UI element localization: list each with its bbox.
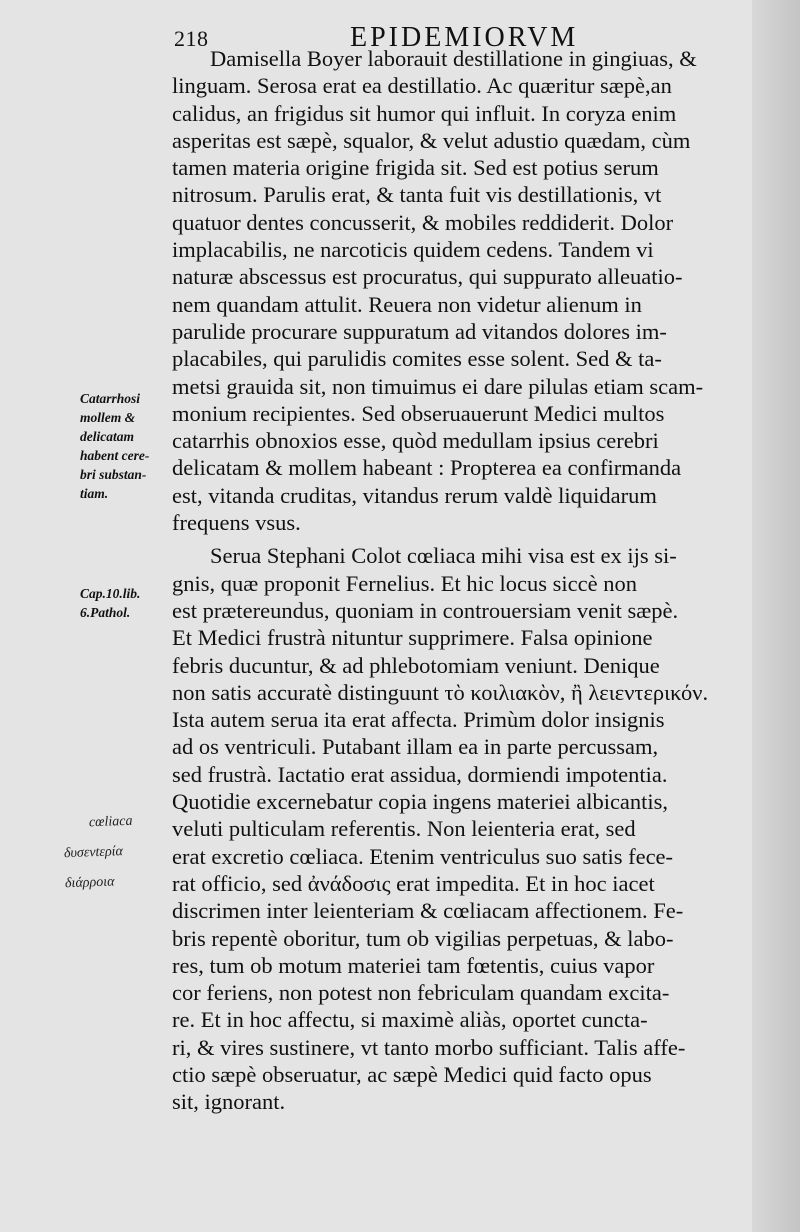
- text-line: Quotidie excernebatur copia ingens materiei albicantis,: [172, 789, 669, 815]
- text-line: delicatam & mollem habeant : Propterea ea confirmanda: [172, 455, 682, 481]
- text-line: tamen materia origine frigida sit. Sed est potius serum: [172, 155, 659, 181]
- text-line: ctio sæpè obseruatur, ac sæpè Medici quid facto opus: [172, 1061, 652, 1087]
- text-line: placabiles, qui parulidis comites esse solent. Sed & ta-: [172, 346, 662, 372]
- text-line: non satis accuratè distinguunt τὸ κοιλιακὸν, ἢ λειεντερικόν.: [172, 679, 709, 705]
- paragraph-boyer: [172, 45, 754, 536]
- text-line: Damisella Boyer laborauit destillatione in gingiuas, &: [210, 46, 697, 71]
- text-line: ad os ventriculi. Putabant illam ea in parte percussam,: [172, 734, 659, 760]
- text-line: bris repentè oboritur, tum ob vigilias perpetuas, & labo-: [172, 925, 674, 951]
- text-line: parulide procurare suppuratum ad vitandos dolores im-: [172, 318, 667, 344]
- handwritten-annotation: cœliaca δυσενtερία διάρροια: [63, 813, 133, 892]
- text-line: est, vitanda cruditas, vitandus rerum valdè liquidarum: [172, 482, 657, 508]
- text-line: nem quandam attulit. Reuera non videtur alienum in: [172, 291, 642, 317]
- text-line: Serua Stephani Colot cœliaca mihi visa est ex ijs si-: [210, 543, 677, 569]
- text-line: gnis, quæ proponit Fernelius. Et hic locus siccè non: [172, 570, 637, 596]
- text-line: febris ducuntur, & ad phlebotomiam veniunt. Denique: [172, 652, 660, 678]
- text-line: est prætereundus, quoniam in controuersiam venit sæpè.: [172, 597, 679, 623]
- page-gutter: [752, 0, 800, 1232]
- text-line: nitrosum. Parulis erat, & tanta fuit vis destillationis, vt: [172, 182, 662, 208]
- text-line: frequens vsus.: [172, 510, 301, 536]
- text-line: calidus, an frigidus sit humor qui influit. In coryza enim: [172, 100, 677, 126]
- text-line: catarrhis obnoxios esse, quòd medullam ipsius cerebri: [172, 428, 659, 454]
- text-line: asperitas est sæpè, squalor, & velut adustio quædam, cùm: [172, 127, 691, 153]
- text-line: sed frustrà. Iactatio erat assidua, dormiendi impotentia.: [172, 761, 668, 787]
- running-head: EPIDEMIORVM: [350, 22, 579, 53]
- text-line: discrimen inter leienteriam & cœliacam affectionem. Fe-: [172, 898, 684, 924]
- text-line: erat excretio cœliaca. Etenim ventriculus suo satis fece-: [172, 843, 674, 869]
- text-line: monium recipientes. Sed obseruauerunt Medici multos: [172, 400, 665, 426]
- text-line: quatuor dentes concusserit, & mobiles reddiderit. Dolor: [172, 209, 674, 235]
- text-line: implacabilis, ne narcoticis quidem cedens. Tandem vi: [172, 237, 654, 263]
- margin-note-reference: Cap.10.lib. 6.Pathol.: [80, 586, 141, 620]
- text-line: cor feriens, non potest non febriculam quandam excita-: [172, 980, 670, 1006]
- body-text: [172, 45, 754, 1116]
- text-line: veluti pulticulam referentis. Non leienteria erat, sed: [172, 816, 636, 842]
- text-line: naturæ abscessus est procuratus, qui suppurato alleuatio-: [172, 264, 683, 290]
- text-line: linguam. Serosa erat ea destillatio. Ac quæritur sæpè,an: [172, 73, 672, 99]
- text-line: re. Et in hoc affectu, si maximè aliàs, oportet cuncta-: [172, 1007, 648, 1033]
- text-line: ri, & vires sustinere, vt tanto morbo sufficiant. Talis affe-: [172, 1034, 686, 1060]
- text-line: Et Medici frustrà nituntur supprimere. Falsa opinione: [172, 625, 653, 651]
- text-line: sit, ignorant.: [172, 1089, 286, 1115]
- text-line: rat officio, sed ἀνάδοσις erat impedita. Et in hoc iacet: [172, 870, 655, 896]
- text-line: Ista autem serua ita erat affecta. Primùm dolor insignis: [172, 707, 665, 733]
- text-line: metsi grauida sit, non timuimus ei dare pilulas etiam scam-: [172, 373, 704, 399]
- text-line: res, tum ob motum materiei tam fœtentis, cuius vapor: [172, 952, 655, 978]
- paragraph-colot: [172, 542, 754, 1115]
- page-number: 218: [174, 26, 209, 51]
- margin-note-catarrh: Catarrhosi mollem & delicatam habent cere- bri substan- tiam.: [80, 391, 150, 501]
